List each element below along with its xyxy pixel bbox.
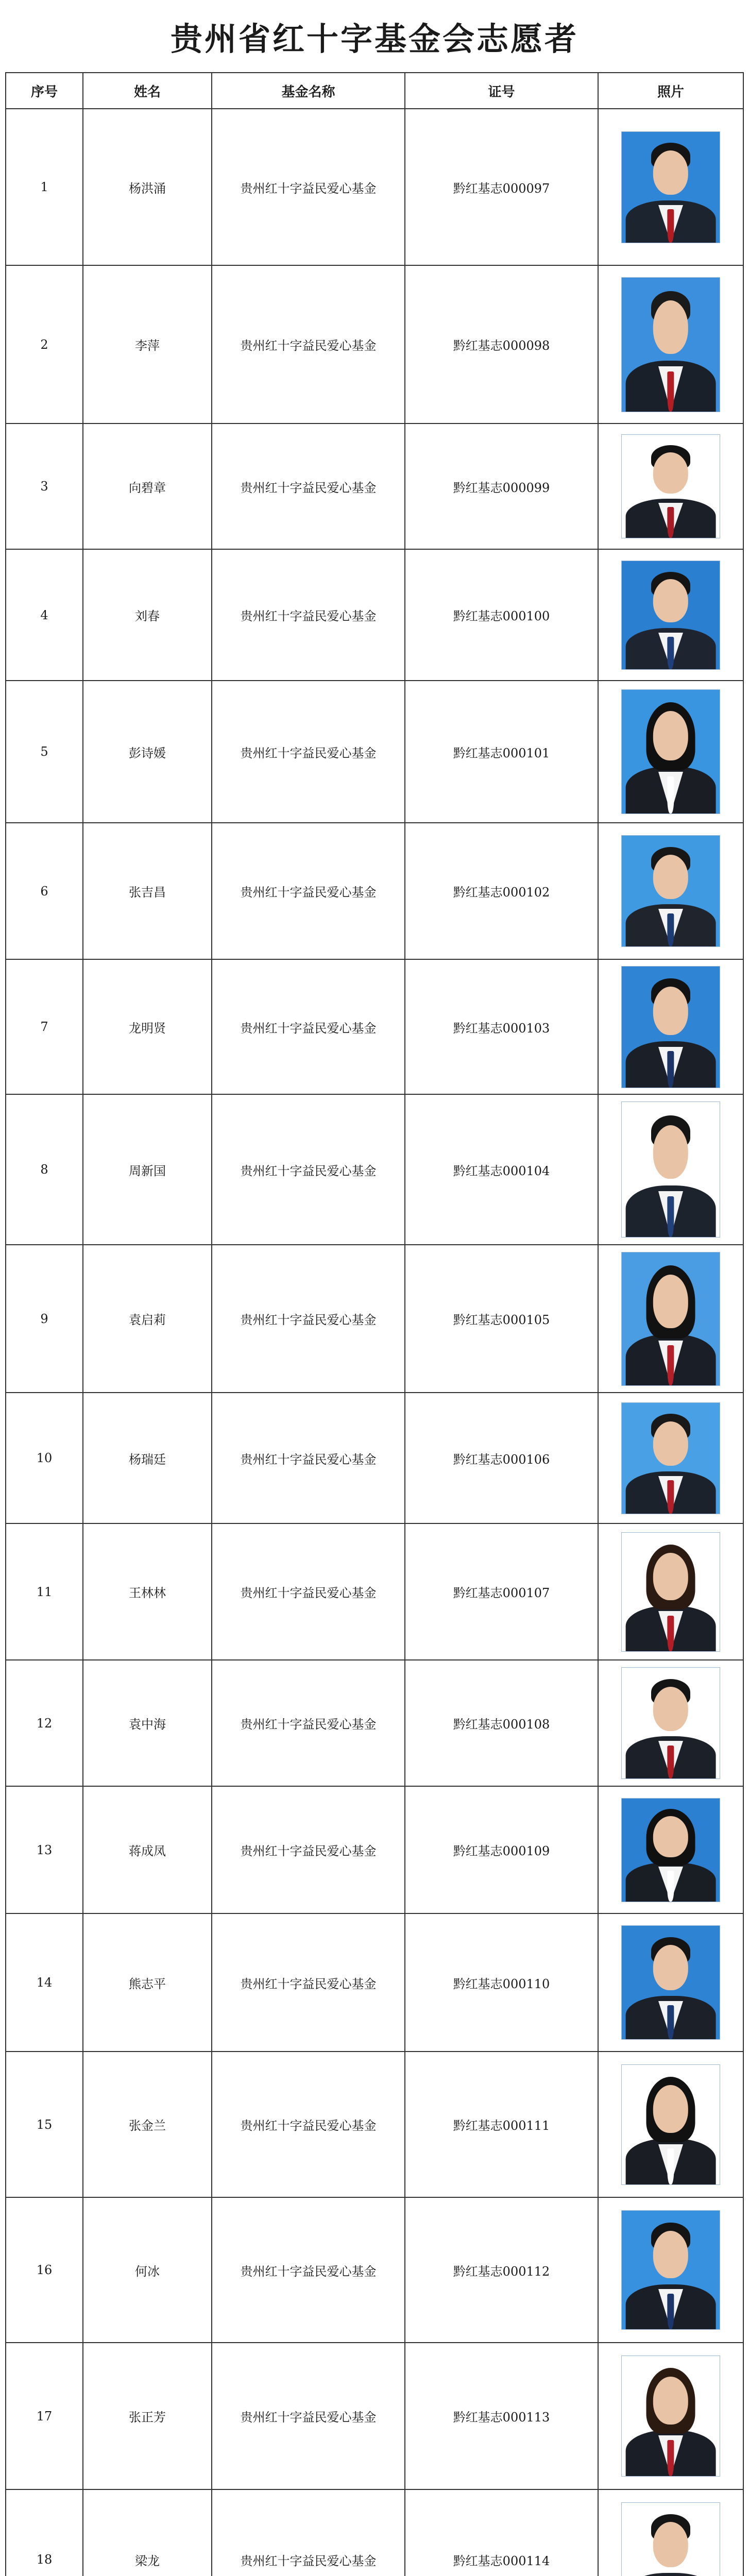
portrait-face bbox=[653, 150, 688, 195]
table-row bbox=[6, 109, 743, 265]
table-row bbox=[6, 2489, 743, 2576]
volunteer-portrait bbox=[621, 1252, 720, 1386]
photo-cell bbox=[598, 1913, 743, 2052]
serial-cell: 6 bbox=[6, 823, 83, 959]
portrait-tie bbox=[667, 637, 674, 669]
serial-cell: 4 bbox=[6, 549, 83, 681]
name-cell: 刘春 bbox=[83, 549, 212, 681]
fund-cell: 贵州红十字益民爱心基金 bbox=[212, 2343, 405, 2489]
serial-cell: 15 bbox=[6, 2052, 83, 2197]
portrait-tie bbox=[667, 1196, 674, 1237]
table-row bbox=[6, 681, 743, 823]
certificate-cell: 黔红基志000102 bbox=[405, 823, 598, 959]
serial-cell: 3 bbox=[6, 423, 83, 549]
volunteer-portrait bbox=[621, 2064, 720, 2185]
serial-cell: 13 bbox=[6, 1786, 83, 1913]
portrait-tie bbox=[667, 2005, 674, 2039]
portrait-face bbox=[653, 1945, 688, 1990]
fund-cell: 贵州红十字益民爱心基金 bbox=[212, 1660, 405, 1786]
name-cell: 袁中海 bbox=[83, 1660, 212, 1786]
portrait-face bbox=[653, 1687, 688, 1731]
volunteer-portrait bbox=[621, 2502, 720, 2576]
fund-cell: 贵州红十字益民爱心基金 bbox=[212, 1913, 405, 2052]
name-cell: 袁启莉 bbox=[83, 1245, 212, 1393]
photo-cell bbox=[598, 1523, 743, 1660]
table-row bbox=[6, 1393, 743, 1523]
name-cell: 张金兰 bbox=[83, 2052, 212, 2197]
portrait-tie bbox=[667, 1345, 674, 1385]
table-header-row bbox=[6, 73, 743, 109]
photo-cell bbox=[598, 549, 743, 681]
photo-cell bbox=[598, 1786, 743, 1913]
name-cell: 杨洪涌 bbox=[83, 109, 212, 265]
serial-cell: 18 bbox=[6, 2489, 83, 2576]
column-header-photo: 照片 bbox=[598, 73, 743, 109]
portrait-tie bbox=[667, 209, 674, 243]
photo-cell bbox=[598, 423, 743, 549]
portrait-face bbox=[653, 1275, 688, 1328]
volunteer-portrait bbox=[621, 689, 720, 814]
portrait-face bbox=[653, 2231, 688, 2278]
serial-cell: 17 bbox=[6, 2343, 83, 2489]
portrait-face bbox=[653, 1125, 688, 1179]
certificate-cell: 黔红基志000100 bbox=[405, 549, 598, 681]
certificate-cell: 黔红基志000104 bbox=[405, 1094, 598, 1245]
portrait-tie bbox=[667, 1480, 674, 1514]
serial-cell: 5 bbox=[6, 681, 83, 823]
certificate-cell: 黔红基志000097 bbox=[405, 109, 598, 265]
volunteer-portrait bbox=[621, 1101, 720, 1238]
table-row bbox=[6, 1094, 743, 1245]
fund-cell: 贵州红十字益民爱心基金 bbox=[212, 1245, 405, 1393]
table-row bbox=[6, 2197, 743, 2343]
photo-cell bbox=[598, 265, 743, 423]
volunteer-portrait bbox=[621, 1667, 720, 1779]
certificate-cell: 黔红基志000108 bbox=[405, 1660, 598, 1786]
photo-cell bbox=[598, 959, 743, 1094]
volunteer-portrait bbox=[621, 1532, 720, 1652]
certificate-cell: 黔红基志000103 bbox=[405, 959, 598, 1094]
fund-cell: 贵州红十字益民爱心基金 bbox=[212, 681, 405, 823]
name-cell: 杨瑞廷 bbox=[83, 1393, 212, 1523]
portrait-tie bbox=[667, 2294, 674, 2329]
table-row bbox=[6, 959, 743, 1094]
fund-cell: 贵州红十字益民爱心基金 bbox=[212, 265, 405, 423]
name-cell: 龙明贤 bbox=[83, 959, 212, 1094]
column-header-fund: 基金名称 bbox=[212, 73, 405, 109]
table-row bbox=[6, 549, 743, 681]
certificate-cell: 黔红基志000113 bbox=[405, 2343, 598, 2489]
volunteer-portrait bbox=[621, 277, 720, 412]
photo-cell bbox=[598, 2197, 743, 2343]
portrait-tie bbox=[667, 371, 674, 412]
photo-cell bbox=[598, 681, 743, 823]
photo-cell bbox=[598, 2052, 743, 2197]
table-row bbox=[6, 265, 743, 423]
fund-cell: 贵州红十字益民爱心基金 bbox=[212, 959, 405, 1094]
photo-cell bbox=[598, 1660, 743, 1786]
fund-cell: 贵州红十字益民爱心基金 bbox=[212, 423, 405, 549]
volunteer-portrait bbox=[621, 1798, 720, 1902]
photo-cell bbox=[598, 109, 743, 265]
portrait-face bbox=[653, 987, 688, 1035]
portrait-tie bbox=[667, 1051, 674, 1088]
certificate-cell: 黔红基志000101 bbox=[405, 681, 598, 823]
name-cell: 周新国 bbox=[83, 1094, 212, 1245]
name-cell: 李萍 bbox=[83, 265, 212, 423]
serial-cell: 11 bbox=[6, 1523, 83, 1660]
name-cell: 向碧章 bbox=[83, 423, 212, 549]
volunteer-portrait bbox=[621, 561, 720, 670]
fund-cell: 贵州红十字益民爱心基金 bbox=[212, 2052, 405, 2197]
volunteer-portrait bbox=[621, 1925, 720, 2040]
serial-cell: 10 bbox=[6, 1393, 83, 1523]
table-row bbox=[6, 2343, 743, 2489]
serial-cell: 1 bbox=[6, 109, 83, 265]
certificate-cell: 黔红基志000107 bbox=[405, 1523, 598, 1660]
certificate-cell: 黔红基志000106 bbox=[405, 1393, 598, 1523]
photo-cell bbox=[598, 1245, 743, 1393]
name-cell: 梁龙 bbox=[83, 2489, 212, 2576]
serial-cell: 8 bbox=[6, 1094, 83, 1245]
portrait-suit bbox=[626, 2573, 716, 2576]
table-row bbox=[6, 2052, 743, 2197]
column-header-certificate: 证号 bbox=[405, 73, 598, 109]
photo-cell bbox=[598, 1094, 743, 1245]
certificate-cell: 黔红基志000111 bbox=[405, 2052, 598, 2197]
certificate-cell: 黔红基志000110 bbox=[405, 1913, 598, 2052]
portrait-face bbox=[653, 2522, 688, 2567]
portrait-face bbox=[653, 300, 688, 354]
photo-cell bbox=[598, 2343, 743, 2489]
fund-cell: 贵州红十字益民爱心基金 bbox=[212, 1786, 405, 1913]
volunteer-portrait bbox=[621, 434, 720, 538]
fund-cell: 贵州红十字益民爱心基金 bbox=[212, 1523, 405, 1660]
serial-cell: 7 bbox=[6, 959, 83, 1094]
portrait-face bbox=[653, 1553, 688, 1600]
volunteer-table bbox=[5, 72, 744, 2576]
portrait-tie bbox=[667, 2148, 674, 2184]
name-cell: 蒋成凤 bbox=[83, 1786, 212, 1913]
serial-cell: 2 bbox=[6, 265, 83, 423]
portrait-face bbox=[653, 711, 688, 760]
table-body bbox=[6, 109, 743, 2576]
portrait-tie bbox=[667, 1871, 674, 1902]
portrait-tie bbox=[667, 2440, 674, 2476]
portrait-tie bbox=[667, 776, 674, 814]
serial-cell: 14 bbox=[6, 1913, 83, 2052]
fund-cell: 贵州红十字益民爱心基金 bbox=[212, 2489, 405, 2576]
fund-cell: 贵州红十字益民爱心基金 bbox=[212, 823, 405, 959]
page-title: 贵州省红十字基金会志愿者 bbox=[170, 20, 578, 58]
volunteer-portrait bbox=[621, 1402, 720, 1514]
serial-cell: 12 bbox=[6, 1660, 83, 1786]
table-row bbox=[6, 423, 743, 549]
certificate-cell: 黔红基志000109 bbox=[405, 1786, 598, 1913]
column-header-name: 姓名 bbox=[83, 73, 212, 109]
certificate-cell: 黔红基志000114 bbox=[405, 2489, 598, 2576]
portrait-tie bbox=[667, 507, 674, 538]
volunteer-portrait bbox=[621, 2210, 720, 2330]
certificate-cell: 黔红基志000099 bbox=[405, 423, 598, 549]
portrait-face bbox=[653, 579, 688, 622]
portrait-face bbox=[653, 1816, 688, 1857]
serial-cell: 9 bbox=[6, 1245, 83, 1393]
portrait-tie bbox=[667, 1616, 674, 1651]
name-cell: 何冰 bbox=[83, 2197, 212, 2343]
column-header-serial: 序号 bbox=[6, 73, 83, 109]
table-row bbox=[6, 1786, 743, 1913]
fund-cell: 贵州红十字益民爱心基金 bbox=[212, 109, 405, 265]
portrait-face bbox=[653, 452, 688, 494]
fund-cell: 贵州红十字益民爱心基金 bbox=[212, 2197, 405, 2343]
table-row bbox=[6, 823, 743, 959]
fund-cell: 贵州红十字益民爱心基金 bbox=[212, 1094, 405, 1245]
portrait-face bbox=[653, 1421, 688, 1466]
table-row bbox=[6, 1523, 743, 1660]
photo-cell bbox=[598, 2489, 743, 2576]
volunteer-portrait bbox=[621, 966, 720, 1088]
name-cell: 张正芳 bbox=[83, 2343, 212, 2489]
fund-cell: 贵州红十字益民爱心基金 bbox=[212, 549, 405, 681]
certificate-cell: 黔红基志000112 bbox=[405, 2197, 598, 2343]
photo-cell bbox=[598, 823, 743, 959]
serial-cell: 16 bbox=[6, 2197, 83, 2343]
volunteer-portrait bbox=[621, 835, 720, 947]
certificate-cell: 黔红基志000098 bbox=[405, 265, 598, 423]
portrait-face bbox=[653, 2377, 688, 2425]
volunteer-portrait bbox=[621, 131, 720, 243]
name-cell: 王林林 bbox=[83, 1523, 212, 1660]
name-cell: 彭诗媛 bbox=[83, 681, 212, 823]
name-cell: 熊志平 bbox=[83, 1913, 212, 2052]
name-cell: 张吉昌 bbox=[83, 823, 212, 959]
photo-cell bbox=[598, 1393, 743, 1523]
portrait-tie bbox=[667, 1745, 674, 1779]
certificate-cell: 黔红基志000105 bbox=[405, 1245, 598, 1393]
portrait-face bbox=[653, 2085, 688, 2133]
table-row bbox=[6, 1245, 743, 1393]
portrait-face bbox=[653, 855, 688, 899]
portrait-tie bbox=[667, 913, 674, 947]
table-row bbox=[6, 1660, 743, 1786]
fund-cell: 贵州红十字益民爱心基金 bbox=[212, 1393, 405, 1523]
volunteer-portrait bbox=[621, 2355, 720, 2477]
table-row bbox=[6, 1913, 743, 2052]
